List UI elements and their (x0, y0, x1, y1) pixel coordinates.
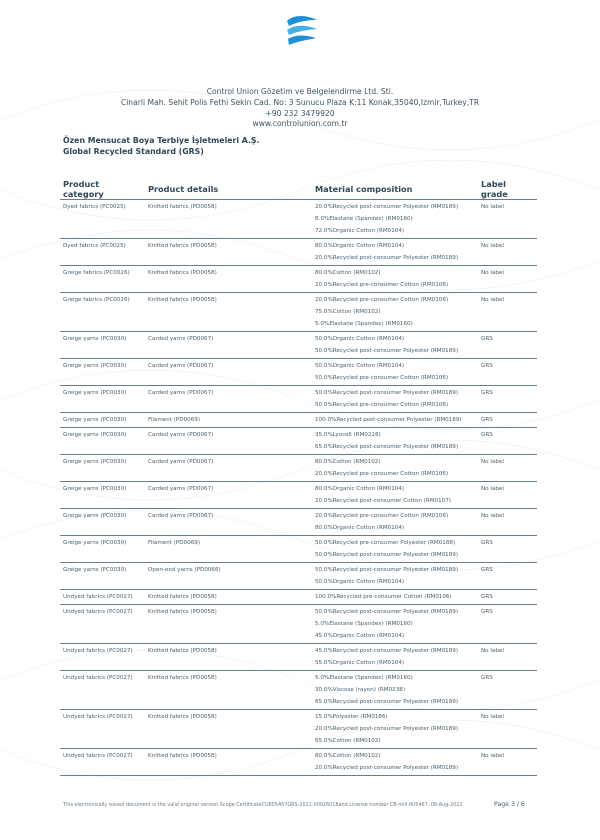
product-category-cell: Greige yarns (PC0030) (60, 455, 145, 482)
table-row (60, 293, 537, 332)
material-line: 5.0%Elastane (Spandex) (RM0160) (315, 675, 413, 681)
product-details-cell: Knitted fabrics (PD0058) (145, 239, 312, 266)
material-composition-cell (312, 413, 478, 428)
material-composition-cell (312, 563, 478, 590)
issuer-name: Control Union Gözetim ve Belgelendirme Ltd. Sti. (206, 87, 394, 96)
header-label-grade: Label grade (478, 179, 537, 200)
material-line: 20.0%Recycled post-consumer Polyester (RM0189) (315, 765, 459, 771)
product-details-cell: Knitted fabrics (PD0058) (145, 590, 312, 605)
material-composition-cell (312, 749, 478, 776)
product-details-cell: Carded yarns (PD0067) (145, 359, 312, 386)
company-name: Özen Mensucat Boya Terbiye İşletmeleri A.Ş. (63, 136, 260, 145)
table-row (60, 428, 537, 455)
label-grade-cell: GRS (478, 359, 537, 386)
header-material-composition: Material composition (312, 179, 478, 200)
product-details-cell: Knitted fabrics (PD0058) (145, 605, 312, 644)
product-category-cell: Greige fabrics (PC0026) (60, 293, 145, 332)
header-product-details: Product details (145, 179, 312, 200)
product-category-cell: Greige yarns (PC0030) (60, 359, 145, 386)
table-row (60, 359, 537, 386)
table-body (60, 200, 537, 776)
material-composition-cell (312, 605, 478, 644)
label-grade-cell: GRS (478, 563, 537, 590)
table-row (60, 509, 537, 536)
product-details-cell: Knitted fabrics (PD0058) (145, 710, 312, 749)
product-category-cell: Undyed fabrics (PC0027) (60, 644, 145, 671)
label-grade-cell: No label (478, 200, 537, 239)
material-composition-cell (312, 428, 478, 455)
product-details-cell: Carded yarns (PD0067) (145, 482, 312, 509)
table-row (60, 239, 537, 266)
material-line: 80.0%Cotton (RM0102) (315, 270, 381, 276)
table-row (60, 590, 537, 605)
product-details-cell: Knitted fabrics (PD0058) (145, 671, 312, 710)
material-line: 20.0%Recycled pre-consumer Cotton (RM0106) (315, 297, 449, 303)
label-grade-cell: No label (478, 509, 537, 536)
product-details-cell: Filament (PD0069) (145, 536, 312, 563)
material-composition-cell (312, 671, 478, 710)
material-composition-cell (312, 536, 478, 563)
material-composition-cell (312, 239, 478, 266)
table-row (60, 536, 537, 563)
product-details-cell: Carded yarns (PD0067) (145, 428, 312, 455)
material-line: 5.0%Elastane (Spandex) (RM0160) (315, 321, 413, 327)
product-details-cell: Knitted fabrics (PD0058) (145, 293, 312, 332)
material-composition-cell (312, 266, 478, 293)
material-composition-cell (312, 644, 478, 671)
product-details-cell: Knitted fabrics (PD0058) (145, 266, 312, 293)
product-category-cell: Greige yarns (PC0030) (60, 386, 145, 413)
product-details-cell: Carded yarns (PD0067) (145, 455, 312, 482)
product-category-cell: Greige fabrics (PC0026) (60, 266, 145, 293)
issuer-website: www.controlunion.com.tr (252, 119, 348, 129)
material-composition-cell (312, 590, 478, 605)
material-line: 50.0%Recycled post-consumer Polyester (RM0189) (315, 609, 459, 615)
material-line: 20.0%Recycled post-consumer Polyester (RM0189) (315, 204, 459, 210)
control-union-logo (285, 12, 319, 46)
material-line: 65.0%Cotton (RM0102) (315, 738, 381, 744)
label-grade-cell: GRS (478, 428, 537, 455)
table-row (60, 455, 537, 482)
material-line: 75.0%Cotton (RM0102) (315, 309, 381, 315)
product-details-cell: Filament (PD0069) (145, 413, 312, 428)
table-row (60, 749, 537, 776)
material-line: 55.0%Organic Cotton (RM0104) (315, 660, 405, 666)
material-composition-cell (312, 509, 478, 536)
material-line: 80.0%Organic Cotton (RM0104) (315, 486, 405, 492)
material-line: 50.0%Recycled pre-consumer Cotton (RM0106) (315, 375, 449, 381)
label-grade-cell: No label (478, 644, 537, 671)
material-line: 50.0%Organic Cotton (RM0104) (315, 363, 405, 369)
material-composition-cell (312, 455, 478, 482)
material-line: 5.0%Elastane (Spandex) (RM0160) (315, 621, 413, 627)
product-table (60, 179, 537, 776)
product-category-cell: Greige yarns (PC0030) (60, 413, 145, 428)
product-category-cell: Undyed fabrics (PC0027) (60, 590, 145, 605)
label-grade-cell: No label (478, 749, 537, 776)
certification-standard: Global Recycled Standard (GRS) (63, 146, 204, 156)
page-number: Page 3 / 6 (494, 801, 525, 808)
material-composition-cell (312, 293, 478, 332)
material-line: 20.0%Recycled pre-consumer Cotton (RM0106) (315, 471, 449, 477)
table-row (60, 710, 537, 749)
material-composition-cell (312, 332, 478, 359)
material-line: 45.0%Organic Cotton (RM0104) (315, 633, 405, 639)
label-grade-cell: No label (478, 239, 537, 266)
table-row (60, 266, 537, 293)
material-line: 50.0%Recycled post-consumer Polyester (RM0189) (315, 567, 459, 573)
label-grade-cell: GRS (478, 332, 537, 359)
material-line: 20.0%Recycled pre-consumer Cotton (RM0106) (315, 282, 449, 288)
product-category-cell: Greige yarns (PC0030) (60, 563, 145, 590)
table-row (60, 482, 537, 509)
label-grade-cell: No label (478, 455, 537, 482)
material-composition-cell (312, 386, 478, 413)
material-line: 50.0%Recycled post-consumer Polyester (RM0189) (315, 552, 459, 558)
product-details-cell: Carded yarns (PD0067) (145, 509, 312, 536)
material-line: 45.0%Recycled post-consumer Polyester (RM0189) (315, 648, 459, 654)
table-header-row (60, 179, 537, 200)
label-grade-cell: GRS (478, 386, 537, 413)
product-category-cell: Greige yarns (PC0030) (60, 332, 145, 359)
label-grade-cell: No label (478, 710, 537, 749)
product-category-cell: Greige yarns (PC0030) (60, 536, 145, 563)
material-line: 80.0%Cotton (RM0102) (315, 459, 381, 465)
label-grade-cell: No label (478, 266, 537, 293)
material-line: 50.0%Recycled post-consumer Polyester (RM0189) (315, 348, 459, 354)
material-line: 100.0%Recycled post-consumer Polyester (RM0189) (315, 417, 462, 423)
label-grade-cell: No label (478, 293, 537, 332)
material-line: 20.0%Recycled post-consumer Polyester (RM0189) (315, 726, 459, 732)
material-line: 35.0%Lyocell (RM0226) (315, 432, 381, 438)
label-grade-cell: GRS (478, 536, 537, 563)
issuer-block (0, 87, 600, 130)
material-line: 20.0%Recycled pre-consumer Cotton (RM0106) (315, 513, 449, 519)
product-category-cell: Dyed fabrics (PC0025) (60, 239, 145, 266)
table-row (60, 605, 537, 644)
material-composition-cell (312, 359, 478, 386)
table-row (60, 644, 537, 671)
material-line: 80.0%Organic Cotton (RM0104) (315, 243, 405, 249)
table-row (60, 386, 537, 413)
certified-company-block (63, 136, 260, 157)
table-row (60, 563, 537, 590)
material-line: 15.0%Polyester (RM0186) (315, 714, 388, 720)
product-details-cell: Carded yarns (PD0067) (145, 386, 312, 413)
product-category-cell: Undyed fabrics (PC0027) (60, 671, 145, 710)
label-grade-cell: No label (478, 482, 537, 509)
material-line: 20.0%Recycled post-consumer Cotton (RM0107) (315, 498, 451, 504)
footer-note: This electronically issued document is the valid original version.Scope CertificateCU805467GRS-2022-00026018and License number CB-mill-805467, 08-Aug-2022 (63, 802, 463, 808)
material-line: 50.0%Recycled pre-consumer Polyester (RM0188) (315, 540, 456, 546)
header-product-category: Product category (60, 179, 145, 200)
product-category-cell: Greige yarns (PC0030) (60, 428, 145, 455)
material-line: 50.0%Recycled post-consumer Polyester (RM0189) (315, 390, 459, 396)
material-line: 8.0%Elastane (Spandex) (RM0160) (315, 216, 413, 222)
table-row (60, 200, 537, 239)
product-category-cell: Greige yarns (PC0030) (60, 509, 145, 536)
material-line: 65.0%Recycled post-consumer Polyester (RM0189) (315, 444, 459, 450)
product-category-cell: Undyed fabrics (PC0027) (60, 710, 145, 749)
product-category-cell: Undyed fabrics (PC0027) (60, 749, 145, 776)
label-grade-cell: GRS (478, 590, 537, 605)
product-details-cell: Knitted fabrics (PD0058) (145, 644, 312, 671)
product-details-cell: Knitted fabrics (PD0058) (145, 200, 312, 239)
material-line: 50.0%Organic Cotton (RM0104) (315, 579, 405, 585)
material-line: 80.0%Cotton (RM0102) (315, 753, 381, 759)
table-row (60, 332, 537, 359)
material-line: 50.0%Organic Cotton (RM0104) (315, 336, 405, 342)
product-details-cell: Knitted fabrics (PD0058) (145, 749, 312, 776)
table-row (60, 671, 537, 710)
material-line: 20.0%Recycled post-consumer Polyester (RM0189) (315, 255, 459, 261)
material-line: 72.0%Organic Cotton (RM0104) (315, 228, 405, 234)
material-line: 65.0%Recycled post-consumer Polyester (RM0189) (315, 699, 459, 705)
material-line: 50.0%Recycled pre-consumer Cotton (RM0106) (315, 402, 449, 408)
product-category-cell: Greige yarns (PC0030) (60, 482, 145, 509)
material-line: 30.0%Viscose (rayon) (RM0238) (315, 687, 406, 693)
product-category-cell: Undyed fabrics (PC0027) (60, 605, 145, 644)
material-composition-cell (312, 200, 478, 239)
material-composition-cell (312, 710, 478, 749)
label-grade-cell: GRS (478, 605, 537, 644)
label-grade-cell: GRS (478, 671, 537, 710)
table-row (60, 413, 537, 428)
product-details-cell: Open-end yarns (PD0066) (145, 563, 312, 590)
label-grade-cell: GRS (478, 413, 537, 428)
material-composition-cell (312, 482, 478, 509)
product-details-cell: Carded yarns (PD0067) (145, 332, 312, 359)
product-category-cell: Dyed fabrics (PC0025) (60, 200, 145, 239)
issuer-phone: +90 232 3479920 (265, 108, 335, 118)
material-line: 100.0%Recycled pre-consumer Cotton (RM0106) (315, 594, 452, 600)
issuer-address: Cinarli Mah. Sehit Polis Fethi Sekin Cad. No: 3 Sunucu Plaza K:11 Konak,35040,Izmir,Turkey,TR (120, 97, 480, 107)
material-line: 80.0%Organic Cotton (RM0104) (315, 525, 405, 531)
